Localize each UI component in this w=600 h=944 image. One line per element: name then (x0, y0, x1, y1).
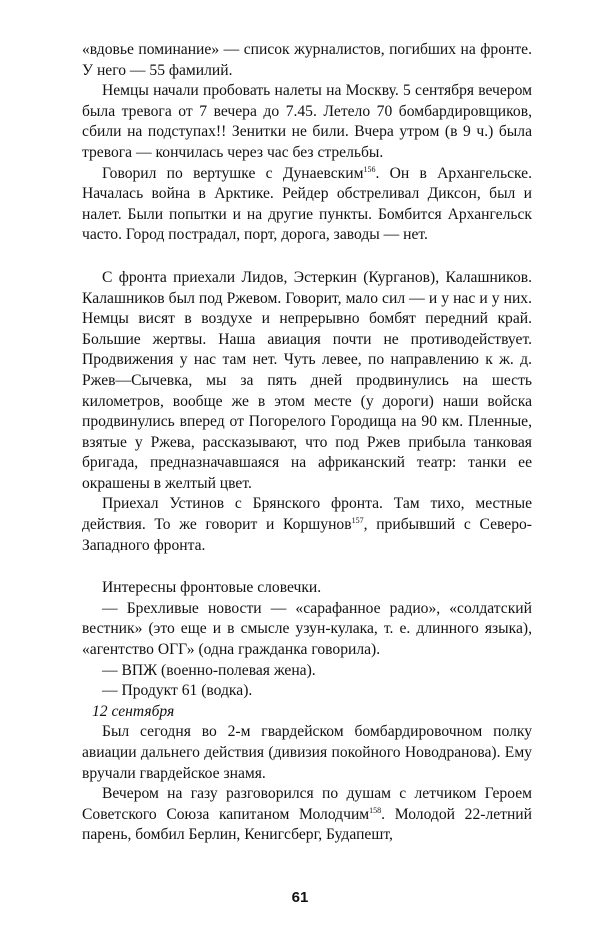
footnote-ref-156: 156 (363, 164, 376, 174)
paragraph-6: Интересны фронтовые словечки. (102, 579, 322, 597)
footnote-ref-158: 158 (369, 805, 382, 815)
paragraph-3-text-a: Говорил по вертушке с Дунаевским (102, 164, 364, 182)
paragraph-4: С фронта приехали Лидов, Эстеркин (Курганов), Калашников. Калашников был под Ржевом. Говорит, мало сил — и у нас и у них. Немцы висят в воздухе и непрерывно бомбят передний край. Большие жертвы. Наша авиация почти не противодействует. Продвижения у нас там нет. Чуть левее, по направлению к ж. д. Ржев—Сычевка, мы за пять дней продвинулись на шесть километров, вообще же в этом месте (у дороги) наши войска продвинулись вперед от Погорелого Городища на 90 км. Пленные, взятые у Ржева, рассказывают, что под Ржев прибыла танковая бригада, предназначавшаяся на африканский театр: танки ее окрашены в желтый цвет. (82, 268, 532, 492)
paragraph-10: Был сегодня во 2-м гвардейском бомбардировочном полку авиации дальнего действия (дивизия покойного Новодранова). Ему вручали гвардейское знамя. (82, 723, 532, 782)
paragraph-3 (82, 164, 532, 246)
footnote-ref-157: 157 (351, 515, 364, 525)
paragraph-11-text-a: Вечером на газу разговорился по душам с летчиком Героем Советского Союза капитаном Молодчим (82, 785, 532, 823)
paragraph-5-text-a: Приехал Устинов с Брянского фронта. Там тихо, местные действия. То же говорит и Коршунов (82, 495, 532, 534)
paragraph-1: «вдовье поминание» — список журналистов, погибших на фронте. У него — 55 фамилий. (82, 41, 532, 79)
paragraph-2: Немцы начали пробовать налеты на Москву. 5 сентября вечером была тревога от 7 вечера до 7.45. Летело 70 бомбардировщиков, сбили на подступах!! Зенитки не били. Вчера утром (в 9 ч.) была тревога — кончилась через час без стрельбы. (82, 82, 532, 161)
paragraph-3-text-b: . Он в Архангельске. Началась война в Арктике. Рейдер обстреливал Диксон, был и налет. Были попытки и на другие пункты. Бомбится Архангельск часто. Город пострадал, порт, дорога, заводы — нет. (82, 164, 532, 244)
date-heading: 12 сентября (92, 702, 175, 720)
paragraph-11 (82, 784, 532, 846)
paragraph-5-text-b: , прибывший с Северо-Западного фронта. (82, 516, 532, 554)
page-number: 61 (291, 889, 309, 906)
paragraph-5 (82, 494, 532, 556)
paragraph-7: — Брехливые новости — «сарафанное радио», «солдатский вестник» (это еще и в смысле узун-кулака, т. е. длинного языка), «агентство ОГГ» (одна гражданка говорила). (82, 599, 532, 659)
paragraph-9: — Продукт 61 (водка). (102, 682, 253, 700)
page-body (82, 40, 532, 846)
paragraph-8: — ВПЖ (военно-полевая жена). (102, 661, 316, 679)
paragraph-11-text-b: . Молодой 22-летний парень, бомбил Берлин, Кенигсберг, Будапешт, (82, 805, 532, 844)
